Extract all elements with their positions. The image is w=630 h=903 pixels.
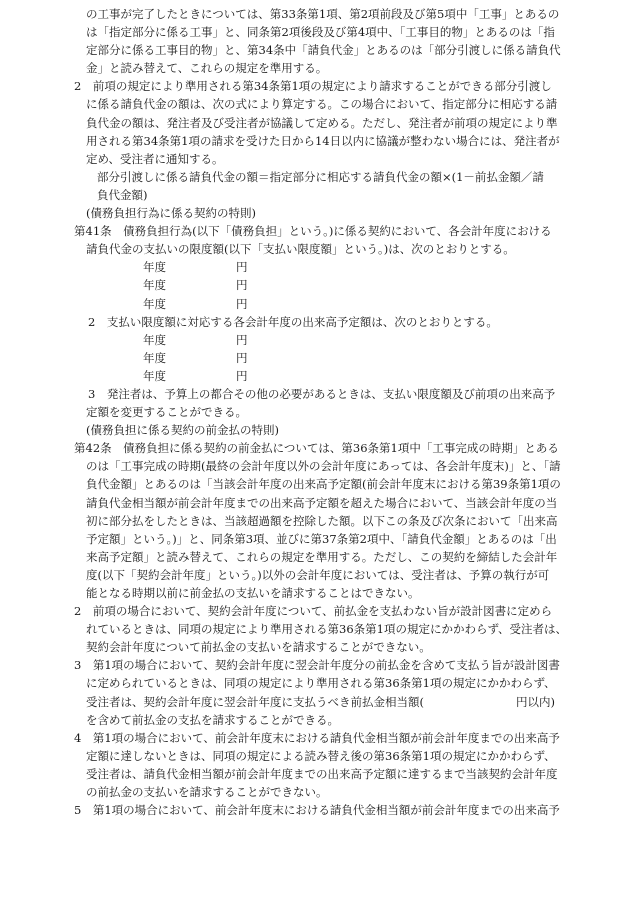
text-line: 負代金額」とあるのは「当該会計年度の出来高予定額(前会計年度末における第39条第1項の [86, 477, 561, 492]
yen-label: 円 [236, 350, 248, 365]
text-line: 第42条 債務負担に係る契約の前金払については、第36条第1項中「工事完成の時期」とある [74, 441, 559, 456]
year-label: 年度 [143, 260, 166, 275]
text-line: 来高予定額」と読み替えて、これらの規定を準用する。ただし、この契約を締結した会計年 [86, 549, 558, 564]
text-line: 定部分に係る工事目的物」と、第34条中「請負代金」とあるのは「部分引渡しに係る請負代 [86, 43, 561, 58]
text-line: 定額を変更することができる。 [86, 405, 247, 420]
article-42-paragraph-4 [0, 729, 630, 801]
text-segment: 受注者は、契約会計年度に翌会計年度に支払うべき前払金相当額( [86, 694, 424, 709]
text-segment: 円以内) [515, 694, 555, 709]
text-line: の前払金の支払いを請求することができない。 [86, 785, 328, 800]
text-line: 度(以下「契約会計年度」という。)以外の会計年度においては、受注者は、予算の執行が可 [86, 567, 550, 582]
text-line: 2 前項の規定により準用される第34条第1項の規定により請求することができる部分引渡し [74, 79, 552, 94]
yen-label: 円 [236, 368, 248, 383]
text-line: 用される第34条第1項の請求を受けた日から14日以内に協議が整わない場合には、発注者が [86, 133, 560, 148]
yen-label: 円 [236, 278, 248, 293]
text-line: 請負代金相当額が前会計年度までの出来高予定額を超えた場合において、当該会計年度の当 [86, 495, 558, 510]
year-label: 年度 [143, 332, 166, 347]
text-line [0, 693, 630, 711]
year-row [0, 258, 630, 276]
text-line: れているときは、同項の規定により準用される第36条第1項の規定にかかわらず、受注者は、 [86, 622, 568, 637]
text-line: に係る請負代金の額は、次の式により算定する。この場合において、指定部分に相応する請 [86, 97, 558, 112]
text-line: を含めて前払金の支払を請求することができる。 [86, 712, 339, 727]
text-line: 定め、受注者に通知する。 [86, 151, 224, 166]
formula-line: 負代金額) [97, 187, 148, 202]
yen-label: 円 [236, 260, 248, 275]
text-line: は「指定部分に係る工事」と、同条第2項後段及び第4項中、「工事目的物」とあるのは「指 [86, 25, 555, 40]
text-line: のは「工事完成の時期(最終の会計年度以外の会計年度にあっては、各会計年度末)」と、「請 [86, 459, 561, 474]
year-row [0, 367, 630, 385]
text-line: 受注者は、請負代金相当額が前会計年度までの出来高予定額に達するまで当該契約会計年度 [86, 766, 558, 781]
article-40-continuation [0, 5, 630, 77]
year-row [0, 295, 630, 313]
formula-line: 部分引渡しに係る請負代金の額＝指定部分に相応する請負代金の額×(1－前払金額／請 [97, 169, 544, 184]
year-label: 年度 [143, 350, 166, 365]
text-line: 2 前項の場合において、契約会計年度について、前払金を支払わない旨が設計図書に定めら [74, 604, 553, 619]
text-line: 3 第1項の場合において、契約会計年度に翌会計年度分の前払金を含めて支払う旨が設計図書 [74, 658, 560, 673]
article-42 [0, 439, 630, 602]
document-page [0, 5, 630, 819]
payment-limit-table [0, 258, 630, 312]
year-label: 年度 [143, 278, 166, 293]
year-row [0, 276, 630, 294]
article-42-paragraph-5: 5 第1項の場合において、前会計年度末における請負代金相当額が前会計年度までの出来高予 [74, 803, 560, 818]
yen-label: 円 [236, 332, 248, 347]
text-line: 定額に達しないときは、同項の規定による読み替え後の第36条第1項の規定にかかわらず、 [86, 748, 556, 763]
text-line: の工事が完了したときについては、第33条第1項、第2項前段及び第5項中「工事」とあるの [86, 7, 560, 21]
article-41 [0, 222, 630, 258]
text-line: 3 発注者は、予算上の都合その他の必要があるときは、支払い限度額及び前項の出来高予 [88, 386, 556, 401]
year-label: 年度 [143, 296, 166, 311]
text-line: 契約会計年度について前払金の支払いを請求することができない。 [86, 640, 431, 655]
article-42-heading: (債務負担に係る契約の前金払の特則) [86, 423, 279, 438]
article-41-paragraph-2: 2 支払い限度額に対応する各会計年度の出来高予定額は、次のとおりとする。 [88, 314, 498, 329]
article-41-paragraph-3 [0, 385, 630, 421]
text-line: 予定額」という。)」と、同条第3項、並びに第37条第2項中、「請負代金額」とあるのは「出 [86, 531, 557, 546]
text-line: 4 第1項の場合において、前会計年度末における請負代金相当額が前会計年度までの出来高予 [74, 730, 560, 745]
article-40-paragraph-2 [0, 77, 630, 167]
formula-block [0, 168, 630, 204]
year-row [0, 331, 630, 349]
article-42-paragraph-3 [0, 656, 630, 728]
yen-label: 円 [236, 296, 248, 311]
text-line: 負代金の額は、発注者及び受注者が協議して定める。ただし、発注者が前項の規定により準 [86, 115, 558, 130]
article-42-paragraph-2 [0, 602, 630, 656]
text-line: 金」と読み替えて、これらの規定を準用する。 [86, 61, 328, 76]
text-line: 能となる時期以前に前金払の支払いを請求することはできない。 [86, 586, 420, 600]
year-label: 年度 [143, 368, 166, 383]
text-line: 第41条 債務負担行為(以下「債務負担」という。)に係る契約において、各会計年度における [74, 224, 552, 239]
text-line: 請負代金の支払いの限度額(以下「支払い限度額」という。)は、次のとおりとする。 [86, 242, 515, 257]
text-line: に定められているときは、同項の規定により準用される第36条第1項の規定にかかわらず、 [86, 676, 556, 691]
text-line: 初に部分払をしたときは、当該超過額を控除した額。以下この条及び次条において「出来高 [86, 513, 558, 528]
planned-output-table [0, 331, 630, 385]
year-row [0, 349, 630, 367]
article-41-heading: (債務負担行為に係る契約の特則) [86, 206, 256, 221]
